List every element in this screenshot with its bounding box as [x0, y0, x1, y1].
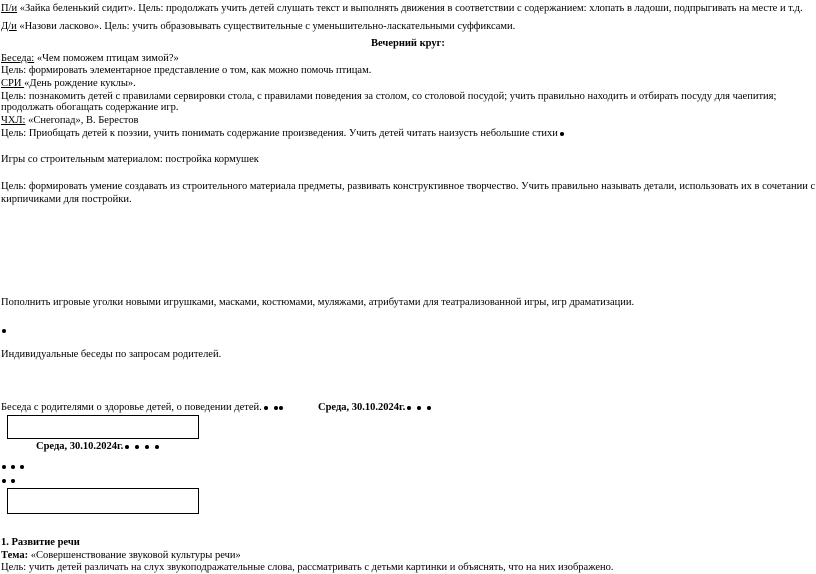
- pi-line: [1, 2, 803, 15]
- bullet-dot: [560, 132, 564, 136]
- bullet-dot: [2, 329, 6, 333]
- sri-goal-1: Цель: познакомить детей с правилами сервировки стола, с правилами поведения за столом, со столовой посудой; учить правильно находить и отбирать посуду для чаепития;: [1, 91, 777, 102]
- date-right: Среда, 30.10.2024г.: [318, 402, 406, 413]
- build-games: Игры со строительным материалом: постройка кормушек: [1, 154, 259, 165]
- pi-text: «Зайка беленький сидит». Цель: продолжать учить детей слушать текст и выполнять движения в соответствии с содержанием: хлопать в ладоши, подпрыгивать на месте и т.д.: [17, 3, 803, 14]
- bullet-dot: [135, 445, 139, 449]
- build-goal-1: Цель: формировать умение создавать из строительного материала предметы, развивать конструктивное творчество. Учить правильно называть детали, использовать их в сочетании с: [1, 181, 816, 192]
- chhl-text: «Снегопад», В. Берестов: [25, 115, 139, 126]
- di-line: [1, 20, 515, 33]
- bullet-dot: [2, 479, 6, 483]
- topic-label: Тема:: [1, 550, 29, 561]
- sri-prefix: СРИ: [1, 78, 25, 89]
- topic-text: «Совершенствование звуковой культуры речи»: [28, 550, 241, 561]
- bullet-dot: [145, 445, 149, 449]
- beseda-prefix: Беседа:: [1, 53, 35, 64]
- bullet-dot: [11, 465, 15, 469]
- date-right-line: [318, 401, 431, 414]
- beseda-goal: Цель: формировать элементарное представление о том, как можно помочь птицам.: [1, 65, 372, 76]
- beseda-text: «Чем поможем птицам зимой?»: [34, 53, 179, 64]
- bullet-dot: [427, 406, 431, 410]
- bullet-dot: [279, 406, 283, 410]
- parents-talk-text: Беседа с родителями о здоровье детей, о поведении детей.: [1, 402, 262, 413]
- bullet-dot: [2, 465, 6, 469]
- date-left: Среда, 30.10.2024г.: [36, 441, 124, 452]
- bullet-row: [2, 460, 29, 473]
- evening-heading: Вечерний круг:: [371, 38, 445, 49]
- pi-prefix: П/и: [1, 3, 18, 14]
- individual-line: Индивидуальные беседы по запросам родителей.: [1, 349, 222, 360]
- parents-talk-line: [1, 401, 283, 414]
- build-goal-2: кирпичиками для постройки.: [1, 194, 132, 205]
- empty-box-top: [7, 415, 199, 439]
- chhl-goal-text: Цель: Приобщать детей к поэзии, учить понимать содержание произведения. Учить детей читать наизусть небольшие стихи: [1, 128, 558, 139]
- bullet-dot: [11, 479, 15, 483]
- bullet-dot: [417, 406, 421, 410]
- topic-goal: Цель: учить детей различать на слух звукоподражательные слова, рассматривать с детьми картинки и объяснять, что на них изображено.: [1, 562, 614, 573]
- chhl-line: [1, 114, 138, 127]
- section-title: 1. Развитие речи: [1, 537, 80, 548]
- bullet-dot: [274, 406, 278, 410]
- date-left-line: [36, 440, 159, 453]
- chhl-prefix: ЧХЛ:: [1, 115, 26, 126]
- bullet-row: [2, 324, 11, 337]
- bullet-dot: [125, 445, 129, 449]
- di-text: «Назови ласково». Цель: учить образовывать существительные с уменьшительно-ласкательными суффиксами.: [16, 21, 516, 32]
- di-prefix: Д/и: [1, 21, 17, 32]
- bullet-dot: [407, 406, 411, 410]
- sri-text: «День рождение куклы».: [24, 78, 136, 89]
- empty-box-bottom: [7, 488, 199, 514]
- bullet-dot: [155, 445, 159, 449]
- corners-line: Пополнить игровые уголки новыми игрушками, масками, костюмами, муляжами, атрибутами для театрализованной игры, игр драматизации.: [1, 297, 635, 308]
- bullet-dot: [20, 465, 24, 469]
- sri-line: [1, 77, 136, 90]
- sri-goal-2: продолжать обогащать содержание игр.: [1, 102, 179, 113]
- bullet-row: [2, 474, 20, 487]
- chhl-goal: [1, 127, 564, 140]
- bullet-dot: [264, 406, 268, 410]
